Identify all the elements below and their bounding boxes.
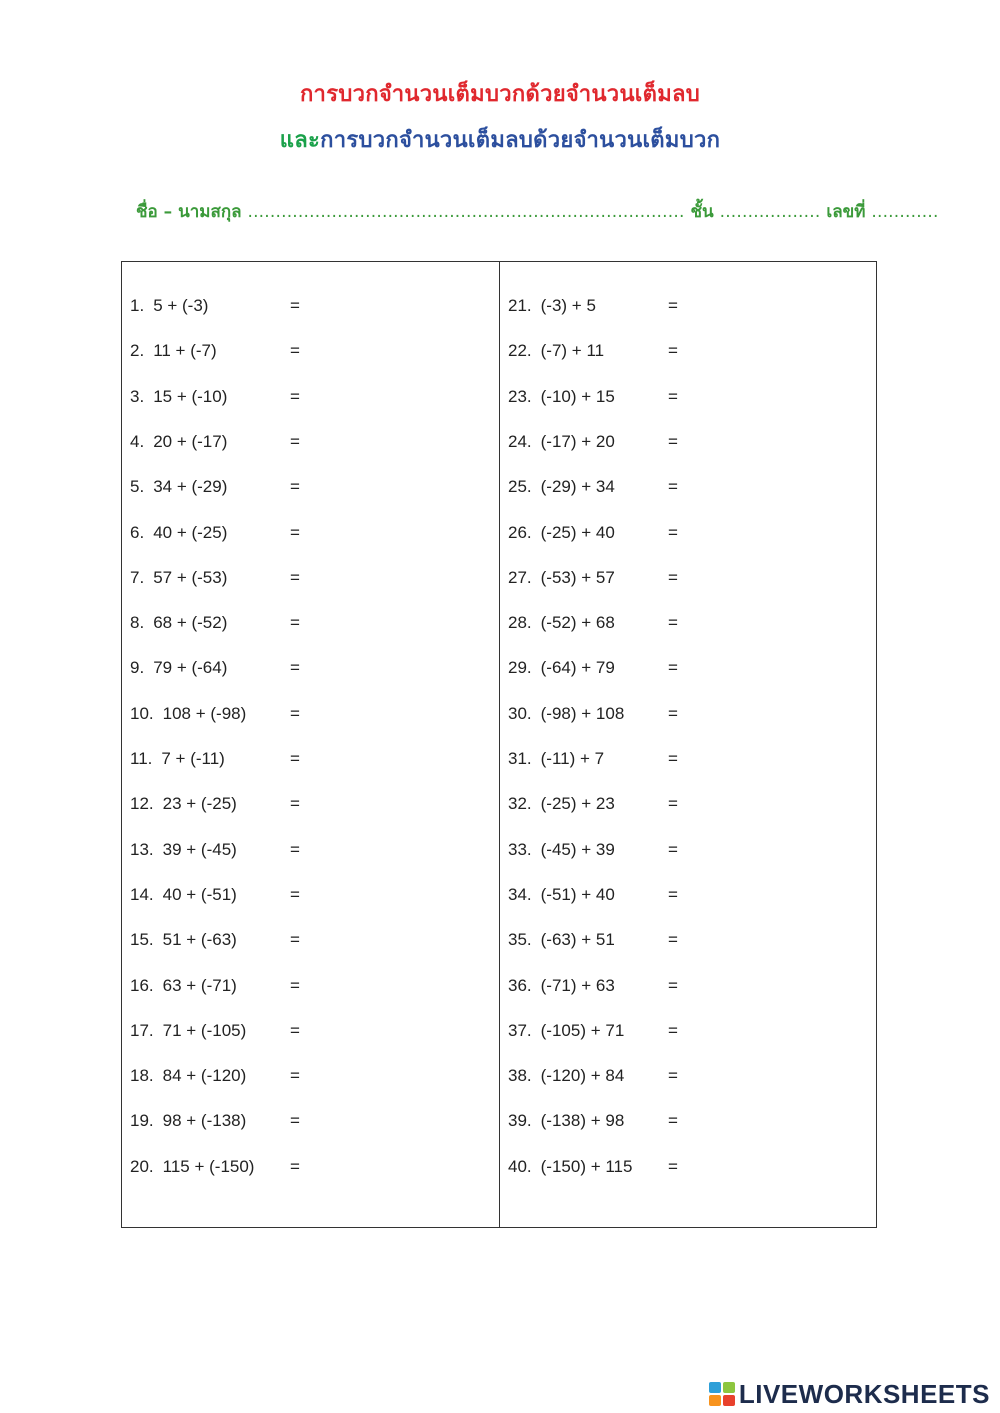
answer-equals-sign[interactable]: = (668, 1156, 678, 1176)
problem-number: 9. (130, 658, 145, 678)
problem-expression: 20 + (-17) (153, 431, 228, 451)
answer-equals-sign[interactable]: = (668, 431, 678, 451)
problem-row (130, 839, 300, 862)
problem-number: 20. (130, 1156, 154, 1176)
problem-number: 38. (508, 1066, 532, 1086)
answer-equals-sign[interactable]: = (290, 884, 300, 904)
problem-row (130, 386, 300, 409)
problem-row (508, 839, 678, 862)
answer-equals-sign[interactable]: = (290, 749, 300, 768)
problem-expression: 63 + (-71) (162, 975, 237, 995)
problem-expression: (-3) + 5 (540, 296, 596, 315)
problem-expression: (-64) + 79 (540, 658, 615, 678)
problem-row (508, 613, 678, 635)
problem-expression: (-98) + 108 (540, 703, 625, 723)
name-label: ชื่อ – นามสกุล (136, 202, 242, 222)
problem-number: 40. (508, 1156, 532, 1176)
problem-number: 37. (508, 1020, 532, 1040)
problem-number: 12. (130, 794, 154, 814)
problem-number: 7. (130, 567, 145, 587)
answer-equals-sign[interactable]: = (668, 613, 678, 633)
problem-number: 21. (508, 296, 532, 315)
answer-equals-sign[interactable]: = (290, 567, 300, 587)
number-blank[interactable]: ............ (871, 202, 939, 222)
problem-expression: (-105) + 71 (540, 1020, 625, 1040)
problem-expression: (-51) + 40 (540, 884, 615, 904)
problem-number: 39. (508, 1111, 532, 1131)
problem-number: 14. (130, 884, 154, 904)
answer-equals-sign[interactable]: = (290, 975, 300, 995)
student-info-line (136, 198, 939, 225)
answer-equals-sign[interactable]: = (668, 1020, 678, 1040)
problem-expression: (-11) + 7 (540, 749, 605, 768)
problem-number: 23. (508, 386, 532, 406)
problem-number: 15. (130, 930, 154, 950)
problem-row (508, 703, 678, 726)
problem-number: 4. (130, 431, 145, 451)
problem-expression: 7 + (-11) (161, 749, 225, 768)
problem-expression: 68 + (-52) (153, 613, 228, 633)
problem-expression: 39 + (-45) (162, 839, 237, 859)
problem-number: 35. (508, 930, 532, 950)
problem-expression: 23 + (-25) (162, 794, 237, 814)
problem-row (508, 296, 678, 318)
problem-number: 31. (508, 749, 532, 768)
problem-number: 13. (130, 839, 154, 859)
worksheet-title-line2 (0, 122, 1000, 157)
problem-row (130, 341, 300, 363)
logo-tile (709, 1395, 721, 1406)
brand-wordmark: LIVEWORKSHEETS (738, 1378, 990, 1409)
worksheet-title-line1: การบวกจำนวนเต็มบวกด้วยจำนวนเต็มลบ (299, 82, 701, 107)
problem-expression: 57 + (-53) (153, 567, 228, 587)
problem-row (130, 930, 300, 952)
answer-equals-sign[interactable]: = (290, 658, 300, 678)
answer-equals-sign[interactable]: = (290, 1020, 300, 1040)
answer-equals-sign[interactable]: = (668, 567, 678, 587)
class-blank[interactable]: .................. (719, 202, 821, 222)
problem-row (130, 794, 300, 816)
problem-row (508, 1020, 678, 1043)
liveworksheets-logo-icon (709, 1382, 735, 1406)
problem-number: 17. (130, 1020, 154, 1040)
problem-row (508, 884, 678, 907)
answer-equals-sign[interactable]: = (668, 794, 678, 814)
problem-row (130, 703, 300, 726)
name-blank[interactable]: .............................................................................. (247, 202, 685, 222)
problem-number: 25. (508, 477, 532, 497)
problem-table (121, 261, 877, 1228)
problem-row (508, 477, 678, 499)
answer-equals-sign[interactable]: = (290, 703, 300, 723)
title-line2-rest: การบวกจำนวนเต็มลบด้วยจำนวนเต็มบวก (320, 128, 721, 153)
problem-expression: (-17) + 20 (540, 431, 615, 451)
problem-number: 16. (130, 975, 154, 995)
problem-number: 2. (130, 341, 145, 361)
problem-row (130, 522, 300, 545)
problem-expression: 40 + (-51) (162, 884, 237, 904)
problem-expression: 11 + (-7) (153, 341, 217, 361)
problem-column-right (500, 262, 877, 1227)
problem-row (508, 658, 678, 680)
problem-row (130, 431, 300, 454)
problem-row (130, 884, 300, 907)
problem-row (508, 930, 678, 952)
problem-row (130, 296, 300, 318)
answer-equals-sign[interactable]: = (668, 658, 678, 678)
problem-expression: 115 + (-150) (162, 1156, 255, 1176)
problem-number: 34. (508, 884, 532, 904)
answer-equals-sign[interactable]: = (668, 386, 678, 406)
problem-row (508, 386, 678, 409)
problem-expression: 51 + (-63) (162, 930, 237, 950)
problem-expression: (-10) + 15 (540, 386, 615, 406)
answer-equals-sign[interactable]: = (668, 477, 678, 497)
problem-number: 6. (130, 522, 145, 542)
problem-number: 27. (508, 567, 532, 587)
answer-equals-sign[interactable]: = (668, 839, 678, 859)
problem-expression: (-7) + 11 (540, 341, 605, 361)
problem-number: 36. (508, 975, 532, 995)
answer-equals-sign[interactable]: = (290, 930, 300, 950)
problem-row (130, 749, 300, 771)
problem-number: 8. (130, 613, 145, 633)
problem-number: 5. (130, 477, 145, 497)
answer-equals-sign[interactable]: = (290, 477, 300, 497)
problem-expression: (-29) + 34 (540, 477, 615, 497)
problem-row (130, 1111, 300, 1133)
answer-equals-sign[interactable]: = (290, 613, 300, 633)
problem-column-left (122, 262, 499, 1227)
liveworksheets-branding (709, 1379, 990, 1409)
answer-equals-sign[interactable]: = (668, 884, 678, 904)
problem-number: 1. (130, 296, 145, 315)
answer-equals-sign[interactable]: = (290, 1156, 300, 1176)
problem-row (508, 1111, 678, 1133)
logo-tile (723, 1395, 735, 1406)
problem-expression: 15 + (-10) (153, 386, 228, 406)
problem-expression: 98 + (-138) (162, 1111, 247, 1131)
problem-row (508, 749, 678, 771)
problem-expression: 5 + (-3) (153, 296, 209, 315)
problem-expression: (-45) + 39 (540, 839, 615, 859)
answer-equals-sign[interactable]: = (668, 749, 678, 768)
class-label: ชั้น (690, 202, 714, 222)
problem-number: 22. (508, 341, 532, 361)
answer-equals-sign[interactable]: = (290, 296, 300, 315)
problem-number: 30. (508, 703, 532, 723)
answer-equals-sign[interactable]: = (668, 522, 678, 542)
problem-number: 11. (130, 749, 153, 768)
logo-tile (709, 1382, 721, 1393)
problem-number: 32. (508, 794, 532, 814)
problem-number: 29. (508, 658, 532, 678)
problem-row (508, 431, 678, 454)
problem-expression: (-120) + 84 (540, 1066, 625, 1086)
problem-expression: 108 + (-98) (162, 703, 247, 723)
problem-number: 3. (130, 386, 145, 406)
answer-equals-sign[interactable]: = (290, 1111, 300, 1131)
problem-row (130, 1066, 300, 1088)
problem-row (130, 613, 300, 635)
problem-row (508, 567, 678, 590)
problem-number: 10. (130, 703, 154, 723)
problem-expression: (-53) + 57 (540, 567, 615, 587)
answer-equals-sign[interactable]: = (668, 1111, 678, 1131)
answer-equals-sign[interactable]: = (668, 1066, 678, 1086)
problem-expression: (-25) + 23 (540, 794, 615, 814)
problem-row (508, 341, 678, 363)
problem-row (130, 975, 300, 998)
problem-row (508, 975, 678, 998)
problem-expression: 71 + (-105) (162, 1020, 247, 1040)
problem-number: 33. (508, 839, 532, 859)
problem-number: 18. (130, 1066, 154, 1086)
problem-expression: 40 + (-25) (153, 522, 228, 542)
title-line2-prefix: และ (279, 128, 321, 153)
problem-expression: (-138) + 98 (540, 1111, 625, 1131)
problem-number: 24. (508, 431, 532, 451)
problem-row (508, 1066, 678, 1088)
answer-equals-sign[interactable]: = (668, 975, 678, 995)
answer-equals-sign[interactable]: = (668, 296, 678, 315)
problem-row (508, 522, 678, 545)
answer-equals-sign[interactable]: = (290, 794, 300, 814)
number-label: เลขที่ (826, 202, 866, 222)
answer-equals-sign[interactable]: = (290, 431, 300, 451)
problem-row (130, 1020, 300, 1043)
answer-equals-sign[interactable]: = (668, 341, 678, 361)
problem-expression: (-25) + 40 (540, 522, 615, 542)
answer-equals-sign[interactable]: = (290, 386, 300, 406)
problem-row (130, 567, 300, 590)
problem-row (130, 658, 300, 680)
logo-tile (723, 1382, 735, 1393)
answer-equals-sign[interactable]: = (668, 930, 678, 950)
answer-equals-sign[interactable]: = (668, 703, 678, 723)
problem-number: 19. (130, 1111, 154, 1131)
problem-row (508, 794, 678, 816)
problem-number: 26. (508, 522, 532, 542)
problem-row (130, 477, 300, 499)
problem-row (508, 1156, 678, 1179)
answer-equals-sign[interactable]: = (290, 341, 300, 361)
problem-expression: 34 + (-29) (153, 477, 228, 497)
problem-expression: (-71) + 63 (540, 975, 615, 995)
problem-row (130, 1156, 300, 1179)
problem-expression: (-52) + 68 (540, 613, 615, 633)
problem-number: 28. (508, 613, 532, 633)
problem-expression: (-63) + 51 (540, 930, 615, 950)
problem-expression: (-150) + 115 (540, 1156, 633, 1176)
problem-expression: 79 + (-64) (153, 658, 228, 678)
answer-equals-sign[interactable]: = (290, 522, 300, 542)
problem-expression: 84 + (-120) (162, 1066, 247, 1086)
answer-equals-sign[interactable]: = (290, 1066, 300, 1086)
answer-equals-sign[interactable]: = (290, 839, 300, 859)
